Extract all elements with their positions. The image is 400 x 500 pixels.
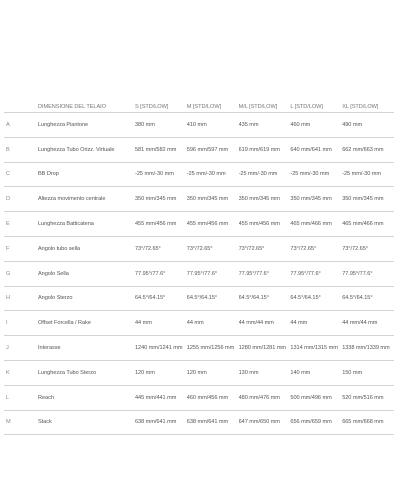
cell-size-m: 455 mm/456 mm xyxy=(187,212,239,237)
cell-size-l: 465 mm/466 mm xyxy=(290,212,342,237)
cell-size-l: 64.5°/64.15° xyxy=(290,286,342,311)
cell-size-ml: 435 mm xyxy=(239,113,291,138)
row-code: E xyxy=(4,212,38,237)
row-code: H xyxy=(4,286,38,311)
cell-size-ml: 350 mm/345 mm xyxy=(239,187,291,212)
cell-size-s: -25 mm/-30 mm xyxy=(135,162,187,187)
row-label: Lunghezza Tubo Orizz. Virtuale xyxy=(38,137,135,162)
cell-size-l: 460 mm xyxy=(290,113,342,138)
cell-size-l: 640 mm/641 mm xyxy=(290,137,342,162)
cell-size-s: 455 mm/456 mm xyxy=(135,212,187,237)
column-header-size-s: S [STD/LOW] xyxy=(135,95,187,113)
row-label: Offset Forcella / Rake xyxy=(38,311,135,336)
row-code: B xyxy=(4,137,38,162)
table-row xyxy=(4,336,394,361)
cell-size-ml: 73°/72.65° xyxy=(239,236,291,261)
cell-size-s: 64.5°/64.15° xyxy=(135,286,187,311)
table-row xyxy=(4,385,394,410)
cell-size-m: 460 mm/456 mm xyxy=(187,385,239,410)
cell-size-xl: 64.5°/64.15° xyxy=(342,286,394,311)
row-code: I xyxy=(4,311,38,336)
cell-size-ml: 455 mm/456 mm xyxy=(239,212,291,237)
row-label: Reach xyxy=(38,385,135,410)
cell-size-l: 73°/72.65° xyxy=(290,236,342,261)
cell-size-xl: 662 mm/663 mm xyxy=(342,137,394,162)
cell-size-m: 638 mm/641 mm xyxy=(187,410,239,435)
cell-size-l: 350 mm/345 mm xyxy=(290,187,342,212)
row-label: Interasse xyxy=(38,336,135,361)
cell-size-xl: 490 mm xyxy=(342,113,394,138)
row-label: Lunghezza Piantone xyxy=(38,113,135,138)
row-code: M xyxy=(4,410,38,435)
table-row xyxy=(4,261,394,286)
cell-size-ml: 1280 mm/1281 mm xyxy=(239,336,291,361)
cell-size-m: 350 mm/345 mm xyxy=(187,187,239,212)
table-header-row xyxy=(4,95,394,113)
table-row xyxy=(4,162,394,187)
row-label: Lunghezza Tubo Sterzo xyxy=(38,360,135,385)
cell-size-m: 410 mm xyxy=(187,113,239,138)
cell-size-s: 77.95°/77.6° xyxy=(135,261,187,286)
row-label: BB Drop xyxy=(38,162,135,187)
row-code: D xyxy=(4,187,38,212)
cell-size-ml: 480 mm/476 mm xyxy=(239,385,291,410)
cell-size-s: 380 mm xyxy=(135,113,187,138)
cell-size-s: 73°/72.65° xyxy=(135,236,187,261)
table-row xyxy=(4,187,394,212)
row-label: Lunghezza Batticatena xyxy=(38,212,135,237)
cell-size-xl: 73°/72.65° xyxy=(342,236,394,261)
cell-size-m: 64.5°/64.15° xyxy=(187,286,239,311)
table-row xyxy=(4,360,394,385)
table-row xyxy=(4,113,394,138)
cell-size-s: 350 mm/345 mm xyxy=(135,187,187,212)
cell-size-m: 596 mm/597 mm xyxy=(187,137,239,162)
cell-size-s: 445 mm/441 mm xyxy=(135,385,187,410)
cell-size-m: 77.95°/77.6° xyxy=(187,261,239,286)
cell-size-ml: 647 mm/650 mm xyxy=(239,410,291,435)
cell-size-l: 140 mm xyxy=(290,360,342,385)
row-label: Stack xyxy=(38,410,135,435)
cell-size-xl: 350 mm/345 mm xyxy=(342,187,394,212)
cell-size-xl: 150 mm xyxy=(342,360,394,385)
table-row xyxy=(4,410,394,435)
cell-size-l: 500 mm/496 mm xyxy=(290,385,342,410)
cell-size-m: 120 mm xyxy=(187,360,239,385)
cell-size-l: 77.95°/77.6° xyxy=(290,261,342,286)
cell-size-xl: 465 mm/466 mm xyxy=(342,212,394,237)
geometry-table xyxy=(4,95,394,435)
row-code: C xyxy=(4,162,38,187)
cell-size-ml: 44 mm/44 mm xyxy=(239,311,291,336)
cell-size-m: 1255 mm/1256 mm xyxy=(187,336,239,361)
cell-size-xl: 520 mm/516 mm xyxy=(342,385,394,410)
cell-size-ml: 64.5°/64.15° xyxy=(239,286,291,311)
cell-size-s: 44 mm xyxy=(135,311,187,336)
cell-size-l: 44 mm xyxy=(290,311,342,336)
table-row xyxy=(4,212,394,237)
row-code: J xyxy=(4,336,38,361)
cell-size-m: 73°/72.65° xyxy=(187,236,239,261)
table-row xyxy=(4,311,394,336)
row-code: F xyxy=(4,236,38,261)
row-code: L xyxy=(4,385,38,410)
row-label: Angolo Sella xyxy=(38,261,135,286)
cell-size-s: 1240 mm/1241 mm xyxy=(135,336,187,361)
row-code: A xyxy=(4,113,38,138)
cell-size-xl: 77.95°/77.6° xyxy=(342,261,394,286)
cell-size-s: 120 mm xyxy=(135,360,187,385)
cell-size-ml: -25 mm/-30 mm xyxy=(239,162,291,187)
cell-size-s: 581 mm/582 mm xyxy=(135,137,187,162)
column-header-size-m: M [STD/LOW] xyxy=(187,95,239,113)
row-code: K xyxy=(4,360,38,385)
table-row xyxy=(4,286,394,311)
cell-size-m: 44 mm xyxy=(187,311,239,336)
cell-size-ml: 619 mm/619 mm xyxy=(239,137,291,162)
row-code: G xyxy=(4,261,38,286)
cell-size-xl: 44 mm/44 mm xyxy=(342,311,394,336)
row-label: Angolo tubo sella xyxy=(38,236,135,261)
cell-size-ml: 77.95°/77.6° xyxy=(239,261,291,286)
row-label: Angolo Sterzo xyxy=(38,286,135,311)
cell-size-m: -25 mm/-30 mm xyxy=(187,162,239,187)
column-header-size-xl: XL [STD/LOW] xyxy=(342,95,394,113)
column-header-size-l: L [STD/LOW] xyxy=(290,95,342,113)
column-header-frame-dimension: DIMENSIONE DEL TELAIO xyxy=(38,95,135,113)
column-header-code xyxy=(4,95,38,113)
cell-size-l: 1314 mm/1315 mm xyxy=(290,336,342,361)
table-row xyxy=(4,137,394,162)
row-label: Altezza movimento centrale xyxy=(38,187,135,212)
cell-size-xl: -25 mm/-30 mm xyxy=(342,162,394,187)
cell-size-l: 656 mm/659 mm xyxy=(290,410,342,435)
cell-size-xl: 665 mm/668 mm xyxy=(342,410,394,435)
cell-size-s: 638 mm/641 mm xyxy=(135,410,187,435)
cell-size-ml: 130 mm xyxy=(239,360,291,385)
column-header-size-ml: M/L [STD/LOW] xyxy=(239,95,291,113)
table-row xyxy=(4,236,394,261)
cell-size-l: -25 mm/-30 mm xyxy=(290,162,342,187)
cell-size-xl: 1338 mm/1339 mm xyxy=(342,336,394,361)
